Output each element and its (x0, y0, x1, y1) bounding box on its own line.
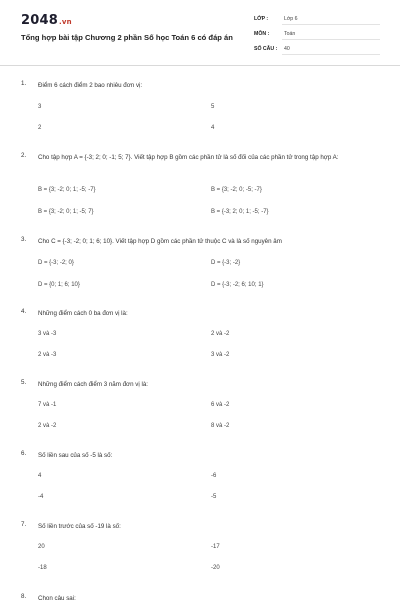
answer-option[interactable]: 3 và -2 (211, 352, 230, 358)
question-number: 3. (21, 236, 27, 243)
meta-value: Toán (284, 31, 296, 37)
logo-text: 2048 (21, 13, 58, 28)
document-header (0, 0, 400, 66)
meta-row-subject (254, 31, 380, 41)
question-text: Những điểm cách điểm 3 năm đơn vị là: (38, 381, 149, 388)
question-number: 1. (21, 80, 27, 87)
answer-option[interactable]: B = {3; -2; 0; 1; -5; 7} (38, 209, 94, 215)
answer-option[interactable]: B = {3; -2; 0; -5; -7} (211, 187, 262, 193)
answer-option[interactable]: -18 (38, 565, 47, 571)
logo-suffix: .vn (58, 18, 72, 26)
meta-row-class (254, 16, 380, 26)
question-text: Cho C = {-3; -2; 0; 1; 6; 10}. Viết tập hợp D gồm các phần tử thuộc C và là số nguyên âm (38, 238, 282, 245)
answer-option[interactable]: 2 và -3 (38, 352, 57, 358)
answer-option[interactable]: D = {-3; -2} (211, 260, 241, 266)
answer-option[interactable]: D = {-3; -2; 0} (38, 260, 74, 266)
meta-label: SỐ CÂU : (254, 46, 278, 52)
answer-option[interactable]: 4 (211, 125, 215, 131)
question-number: 5. (21, 379, 27, 386)
answer-option[interactable]: B = {-3; 2; 0; 1; -5; -7} (211, 209, 269, 215)
question-text: Cho tập hợp A = {-3; 2; 0; -1; 5; 7}. Viết tập hợp B gồm các phần tử là số đối của các phần tử trong tập hợp A: (38, 154, 339, 161)
meta-label: MÔN : (254, 31, 270, 37)
answer-option[interactable]: -17 (211, 544, 220, 550)
meta-value: Lớp 6 (284, 16, 298, 22)
answer-option[interactable]: 20 (38, 544, 45, 550)
question-number: 8. (21, 593, 27, 600)
answer-option[interactable]: 5 (211, 104, 215, 110)
meta-underline (282, 39, 380, 40)
answer-option[interactable]: 8 và -2 (211, 423, 230, 429)
answer-option[interactable]: 2 và -2 (211, 331, 230, 337)
question-text: Điểm 6 cách điểm 2 bao nhiêu đơn vị: (38, 82, 143, 89)
meta-label: LỚP : (254, 16, 269, 22)
meta-value: 40 (284, 46, 290, 52)
answer-option[interactable]: D = {-3; -2; 6; 10; 1} (211, 282, 264, 288)
answer-option[interactable]: D = {0; 1; 6; 10} (38, 282, 80, 288)
answer-option[interactable]: 7 và -1 (38, 402, 57, 408)
question-number: 7. (21, 521, 27, 528)
answer-option[interactable]: -5 (211, 494, 217, 500)
site-logo[interactable] (21, 13, 72, 28)
answer-option[interactable]: 6 và -2 (211, 402, 230, 408)
question-text: Những điểm cách 0 ba đơn vị là: (38, 310, 128, 317)
answer-option[interactable]: -6 (211, 473, 217, 479)
question-text: Chọn câu sai: (38, 595, 76, 600)
question-text: Số liền sau của số -5 là số: (38, 452, 113, 459)
question-number: 6. (21, 450, 27, 457)
question-text: Số liền trước của số -19 là số: (38, 523, 121, 530)
meta-row-question-count (254, 46, 380, 56)
meta-underline (282, 54, 380, 55)
answer-option[interactable]: -4 (38, 494, 44, 500)
question-number: 4. (21, 308, 27, 315)
answer-option[interactable]: 2 (38, 125, 42, 131)
question-number: 2. (21, 152, 27, 159)
answer-option[interactable]: B = {3; -2; 0; 1; -5; -7} (38, 187, 96, 193)
document-title: Tổng hợp bài tập Chương 2 phần Số học Toán 6 có đáp án (21, 33, 233, 42)
answer-option[interactable]: 4 (38, 473, 42, 479)
answer-option[interactable]: -20 (211, 565, 220, 571)
answer-option[interactable]: 3 (38, 104, 42, 110)
meta-underline (282, 24, 380, 25)
answer-option[interactable]: 2 và -2 (38, 423, 57, 429)
answer-option[interactable]: 3 và -3 (38, 331, 57, 337)
